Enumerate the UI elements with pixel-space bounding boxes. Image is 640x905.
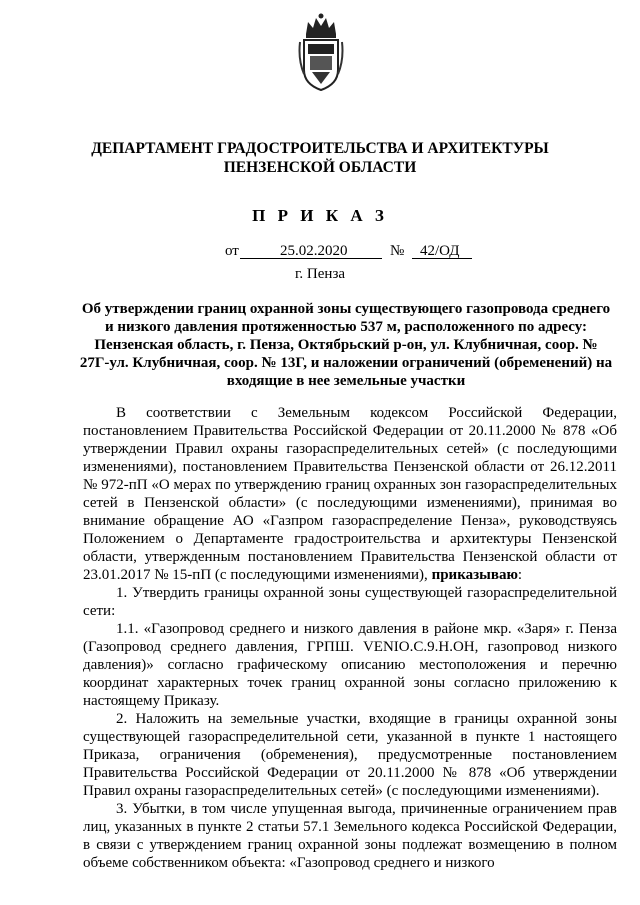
order-title: П Р И К А З: [252, 206, 388, 225]
order-number: 42/ОД: [420, 243, 460, 259]
city: г. Пенза: [294, 266, 346, 282]
preamble-bold: приказываю: [431, 567, 518, 583]
department-name: [0, 139, 640, 177]
coat-of-arms-icon: [298, 12, 344, 92]
item-1-1-paragraph: 1.1. «Газопровод среднего и низкого давления в районе мкр. «Заря» г. Пенза (Газопровод среднего давления, ГРПШ. VENIO.C.9.Н.ОН, газопровод низкого давления)» согласно графическому описанию местоположения и перечню координат характерных точек границ охранной зоны согласно приложению к настоящему Приказу.: [83, 621, 617, 709]
item-1-paragraph: 1. Утвердить границы охранной зоны существующей газораспределительной сети:: [83, 585, 617, 619]
preamble-text: В соответствии с Земельным кодексом Российской Федерации, постановлением Правительства Российской Федерации от 20.11.2000 № 878 «Об утверждении Правил охраны газораспределительных сетей» (с последующими изменениями), постановлением Правительства Пензенской области от 26.12.2011 № 972-пП «О мерах по утверждению границ охранных зон газораспределительных сетей в Пензенской области» (с последующими изменениями), принимая во внимание обращение АО «Газпром газораспределение Пенза», руководствуясь Положением о Департаменте градостроительства и архитектуры Пензенской области, утвержденным постановлением Правительства Пензенской области от 23.01.2017 № 15-пП (с последующими изменениями),: [83, 405, 617, 583]
department-line-2: ПЕНЗЕНСКОЙ ОБЛАСТИ: [223, 159, 417, 176]
preamble-paragraph: [83, 404, 617, 584]
number-label: №: [390, 243, 405, 259]
order-subject: Об утверждении границ охранной зоны существующего газопровода среднего и низкого давления протяженностью 537 м, расположенного по адресу: Пензенская область, г. Пенза, Октябрьский р-он, ул. Клубничная, соор. № 27Г-ул. Клубничная, соор. № 13Г, и наложении ограничений (обременений) на входящие в нее земельные участки: [79, 301, 613, 389]
item-3-paragraph: 3. Убытки, в том числе упущенная выгода, причиненные ограничением прав лиц, указанных в пункте 2 статьи 57.1 Земельного кодекса Российской Федерации, в связи с утверждением границ охранной зоны подлежат возмещению в полном объеме собственником объекта: «Газопровод среднего и низкого: [83, 801, 617, 871]
order-body: [83, 404, 617, 872]
from-label: от: [225, 243, 239, 259]
order-date: 25.02.2020: [280, 243, 348, 259]
preamble-colon: :: [517, 567, 523, 583]
department-line-1: ДЕПАРТАМЕНТ ГРАДОСТРОИТЕЛЬСТВА И АРХИТЕКТУРЫ: [91, 140, 549, 157]
item-2-paragraph: 2. Наложить на земельные участки, входящие в границы охранной зоны существующей газораспределительной сети, указанной в пункте 1 настоящего Приказа, ограничения (обременения), предусмотренные постановлением Правительства Российской Федерации от 20.11.2000 № 878 «Об утверждении Правил охраны газораспределительных сетей» (с последующими изменениями).: [83, 711, 617, 799]
